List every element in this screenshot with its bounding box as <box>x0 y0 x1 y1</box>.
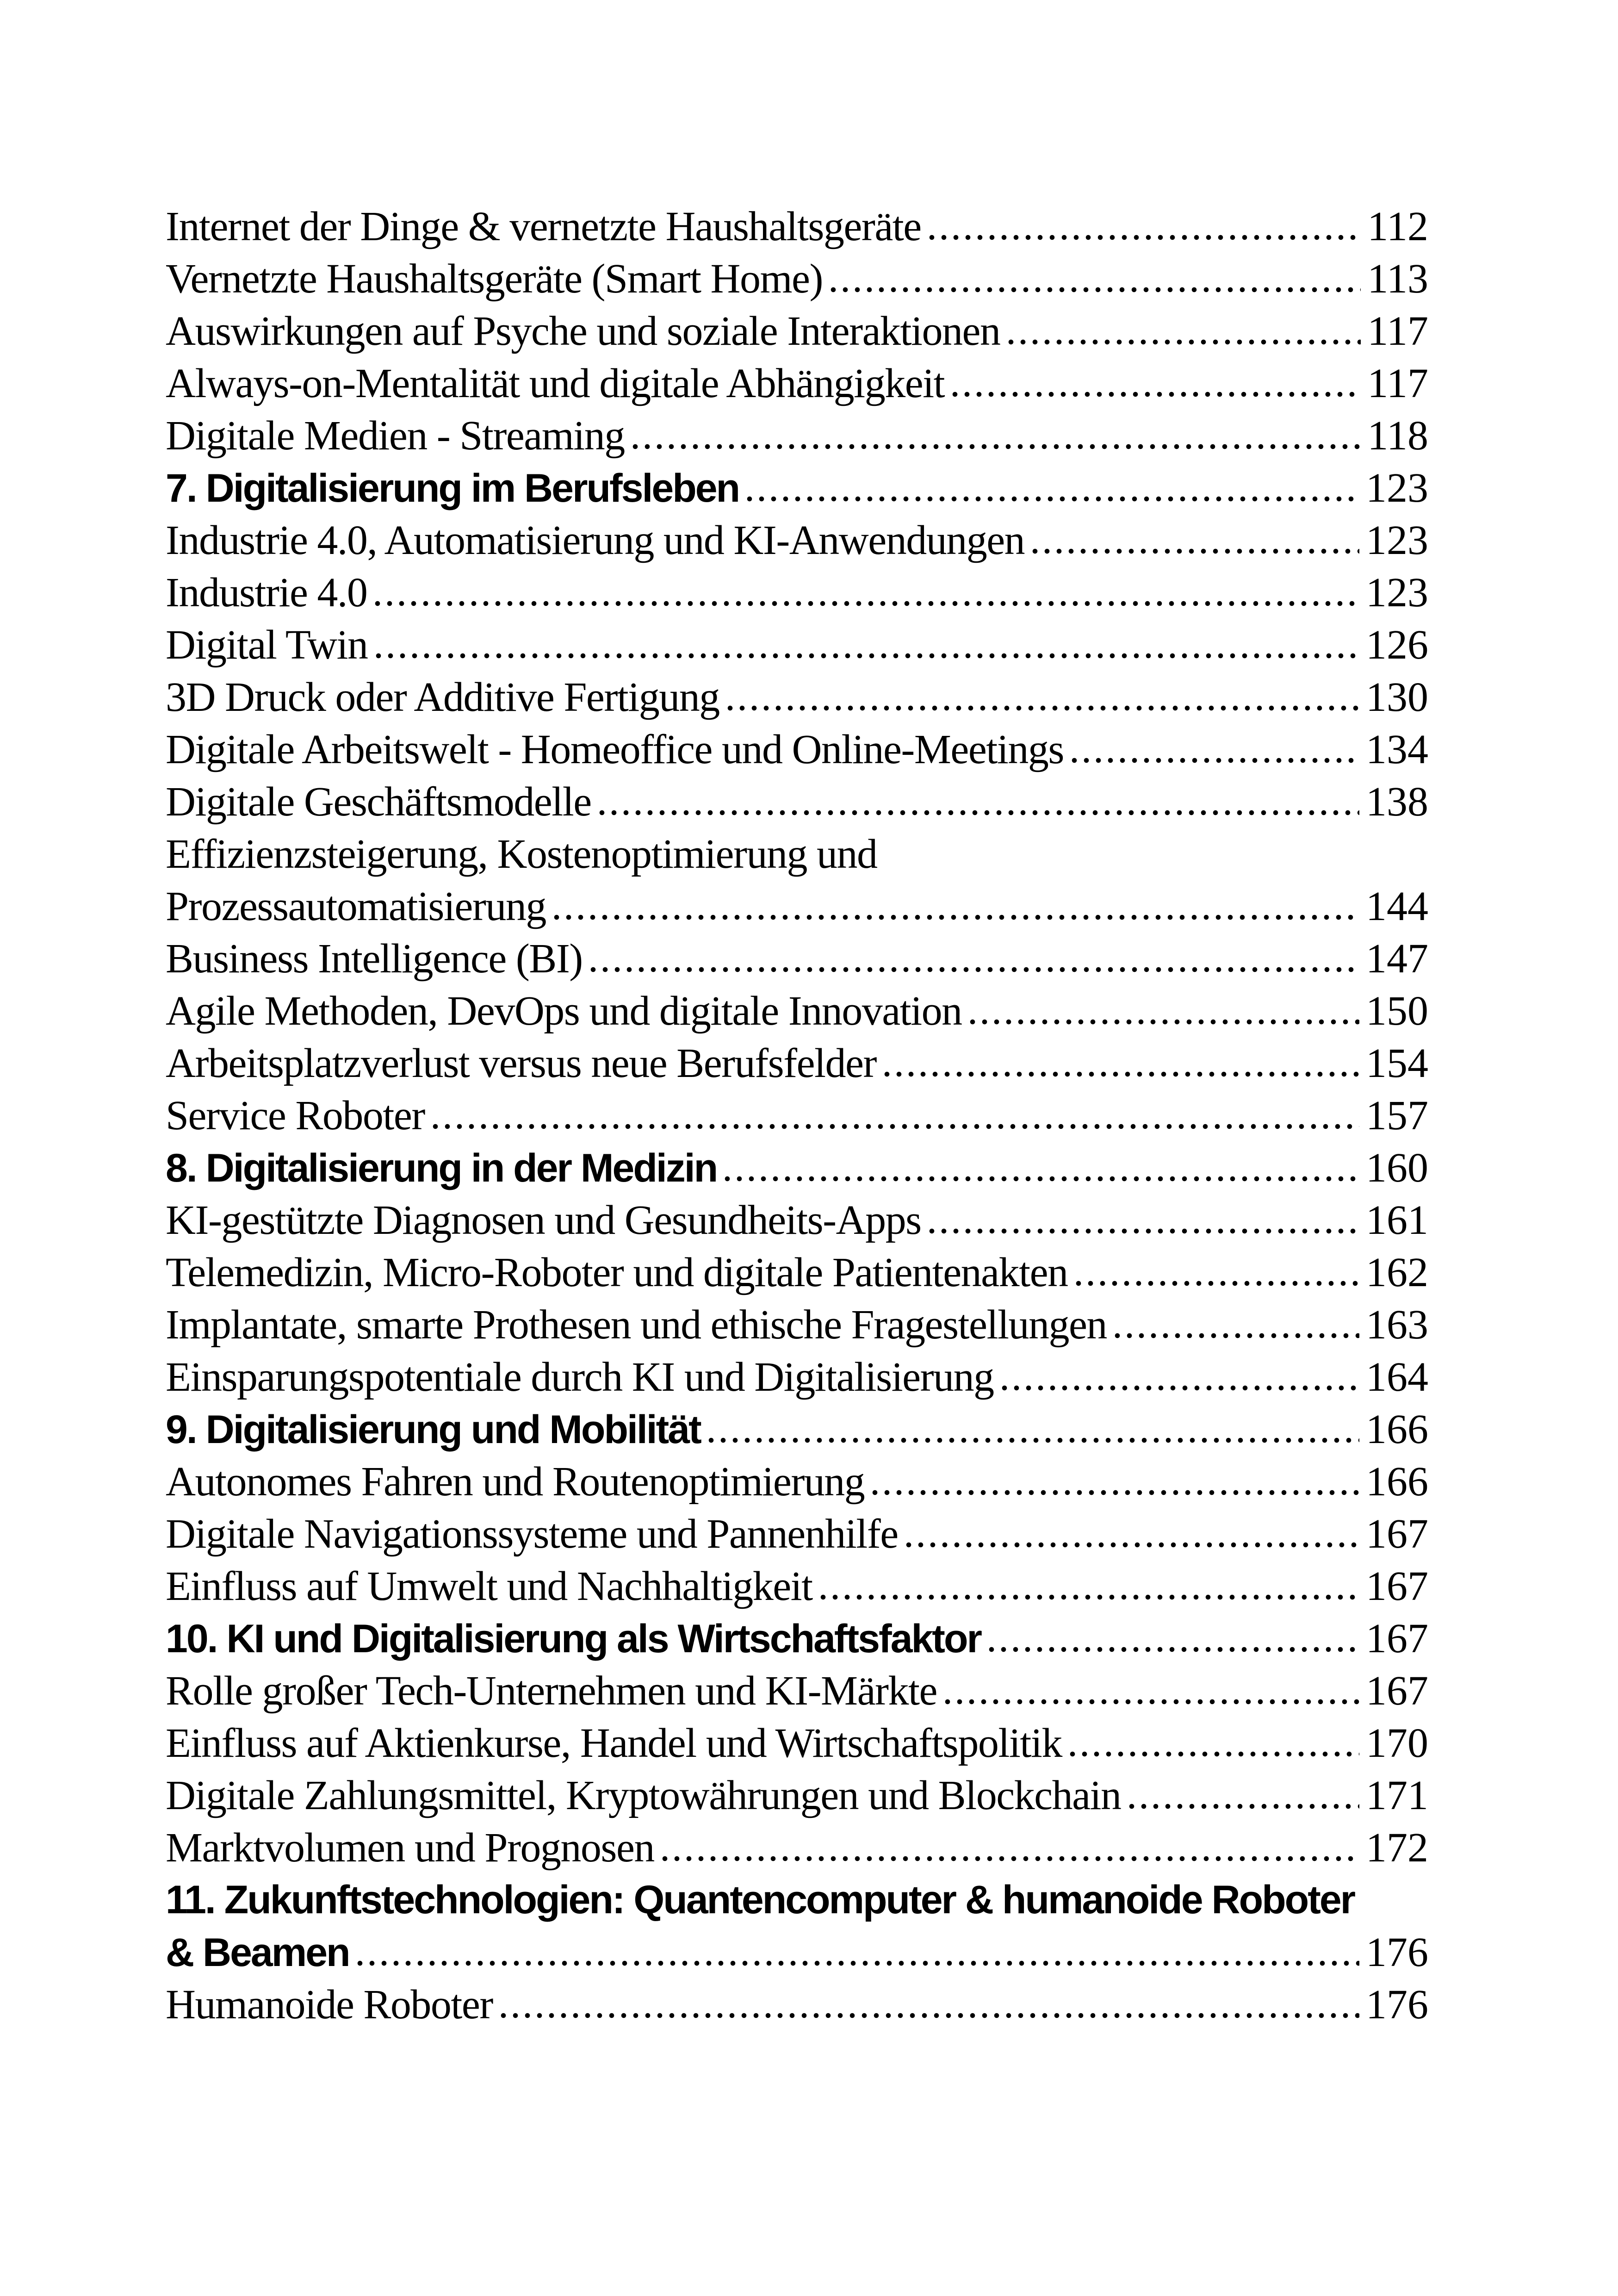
toc-entry-page-number: 167 <box>1366 1616 1428 1661</box>
dot-leader <box>587 967 1359 972</box>
toc-entry-page-number: 134 <box>1366 727 1428 772</box>
dot-leader <box>551 915 1359 920</box>
dot-leader <box>705 1437 1359 1443</box>
toc-entry-title: 7. Digitalisierung im Berufsleben <box>166 466 739 510</box>
toc-entry <box>166 1037 1428 1089</box>
toc-entry-title: Arbeitsplatzverlust versus neue Berufsfelder <box>166 1040 876 1086</box>
dot-leader <box>372 653 1359 659</box>
dot-leader <box>721 1176 1359 1182</box>
toc-entry-page-number: 176 <box>1366 1982 1428 2028</box>
toc-entry <box>166 566 1428 619</box>
toc-entry-title: Digitale Arbeitswelt - Homeoffice und Online-Meetings <box>166 727 1064 772</box>
dot-leader <box>659 1856 1359 1861</box>
toc-entry <box>166 1089 1428 1142</box>
dot-leader <box>881 1071 1359 1077</box>
toc-entry <box>166 1456 1428 1508</box>
toc-entry-page-number: 123 <box>1366 517 1428 563</box>
toc-entry <box>166 1769 1428 1822</box>
toc-entry <box>166 985 1428 1037</box>
toc-entry <box>166 1612 1428 1665</box>
toc-entry-title: Digitale Medien - Streaming <box>166 413 625 459</box>
dot-leader <box>1029 548 1359 554</box>
toc-entry-page-number: 117 <box>1367 308 1428 354</box>
toc-entry-title: 8. Digitalisierung in der Medizin <box>166 1146 717 1190</box>
dot-leader <box>372 601 1359 606</box>
toc-entry <box>166 933 1428 985</box>
toc-entry-page-number: 113 <box>1367 256 1428 302</box>
toc-entry-page-number: 126 <box>1366 622 1428 668</box>
toc-entry-title: Humanoide Roboter <box>166 1982 493 2028</box>
toc-entry-title: KI-gestützte Diagnosen und Gesundheits-Apps <box>166 1197 921 1243</box>
toc-entry <box>166 619 1428 671</box>
toc-entry-title: Digitale Geschäftsmodelle <box>166 779 591 825</box>
toc-entry-title: Vernetzte Haushaltsgeräte (Smart Home) <box>166 256 823 302</box>
dot-leader <box>817 1594 1359 1600</box>
toc-entry <box>166 1246 1428 1299</box>
dot-leader <box>354 1960 1359 1966</box>
toc-entry-page-number: 138 <box>1366 779 1428 825</box>
toc-entry-title: 9. Digitalisierung und Mobilität <box>166 1407 701 1452</box>
toc-entry-page-number: 154 <box>1366 1040 1428 1086</box>
toc-entry <box>166 1560 1428 1612</box>
toc-entry-page-number: 161 <box>1366 1197 1428 1243</box>
toc-entry-title: 3D Druck oder Additive Fertigung <box>166 674 719 720</box>
toc-entry-page-number: 123 <box>1366 465 1428 511</box>
toc-entry-page-number: 157 <box>1366 1093 1428 1139</box>
toc-entry-title: 11. Zukunftstechnologien: Quantencomputer & humanoide Roboter <box>166 1878 1355 1922</box>
toc-entry <box>166 1926 1428 1979</box>
toc-entry <box>166 828 1428 880</box>
dot-leader <box>827 287 1361 292</box>
toc-entry-page-number: 123 <box>1366 570 1428 616</box>
dot-leader <box>986 1647 1359 1652</box>
dot-leader <box>1005 339 1361 345</box>
toc-entry-page-number: 162 <box>1366 1250 1428 1295</box>
toc-entry <box>166 357 1428 410</box>
toc-entry-page-number: 112 <box>1367 204 1428 249</box>
dot-leader <box>967 1019 1359 1025</box>
toc-entry <box>166 200 1428 253</box>
dot-leader <box>1126 1804 1359 1809</box>
toc-entry-title: Auswirkungen auf Psyche und soziale Interaktionen <box>166 308 1000 354</box>
toc-entry-title: Einfluss auf Umwelt und Nachhaltigkeit <box>166 1563 812 1609</box>
dot-leader <box>497 2013 1359 2018</box>
toc-entry-title: Einsparungspotentiale durch KI und Digitalisierung <box>166 1354 994 1400</box>
toc-entry-title: & Beamen <box>166 1930 349 1975</box>
dot-leader <box>629 444 1361 449</box>
toc-entry <box>166 1194 1428 1246</box>
toc-entry-title: Industrie 4.0 <box>166 570 367 616</box>
toc-entry-title: Rolle großer Tech-Unternehmen und KI-Märkte <box>166 1668 937 1714</box>
toc-entry <box>166 462 1428 514</box>
toc-entry-title: Always-on-Mentalität und digitale Abhängigkeit <box>166 361 945 406</box>
toc-entry-title: Einfluss auf Aktienkurse, Handel und Wirtschaftspolitik <box>166 1720 1062 1766</box>
dot-leader <box>596 810 1359 815</box>
dot-leader <box>926 235 1361 240</box>
toc-entry-page-number: 167 <box>1366 1668 1428 1714</box>
toc-entry <box>166 1665 1428 1717</box>
toc-entry-title: Internet der Dinge & vernetzte Haushaltsgeräte <box>166 204 921 249</box>
toc-entry-title: Industrie 4.0, Automatisierung und KI-Anwendungen <box>166 517 1025 563</box>
dot-leader <box>903 1542 1359 1548</box>
toc-entry <box>166 1717 1428 1769</box>
toc-entry-page-number: 117 <box>1367 361 1428 406</box>
toc-entry-page-number: 163 <box>1366 1302 1428 1348</box>
toc-entry-page-number: 172 <box>1366 1825 1428 1871</box>
dot-leader <box>1068 758 1359 763</box>
toc-entry-title: Digitale Zahlungsmittel, Kryptowährungen und Blockchain <box>166 1773 1121 1818</box>
toc-entry-page-number: 166 <box>1366 1459 1428 1505</box>
dot-leader <box>1111 1333 1359 1338</box>
toc-entry-page-number: 144 <box>1366 884 1428 929</box>
toc-entry-page-number: 130 <box>1366 674 1428 720</box>
dot-leader <box>998 1385 1359 1391</box>
toc-list <box>166 200 1428 2031</box>
dot-leader <box>949 392 1361 397</box>
toc-entry-page-number: 118 <box>1367 413 1428 459</box>
toc-entry-page-number: 147 <box>1366 936 1428 982</box>
toc-entry-title: Effizienzsteigerung, Kostenoptimierung und <box>166 831 877 877</box>
toc-entry-page-number: 150 <box>1366 988 1428 1034</box>
dot-leader <box>1066 1751 1359 1757</box>
toc-entry <box>166 1508 1428 1560</box>
dot-leader <box>429 1124 1359 1129</box>
toc-entry-page-number: 171 <box>1366 1773 1428 1818</box>
toc-entry-title: 10. KI und Digitalisierung als Wirtschaftsfaktor <box>166 1617 981 1661</box>
dot-leader <box>1072 1281 1359 1286</box>
toc-entry-page-number: 164 <box>1366 1354 1428 1400</box>
toc-entry-title: Service Roboter <box>166 1093 425 1139</box>
toc-entry <box>166 410 1428 462</box>
toc-entry-title: Marktvolumen und Prognosen <box>166 1825 654 1871</box>
toc-entry-page-number: 167 <box>1366 1511 1428 1557</box>
toc-entry <box>166 514 1428 566</box>
toc-entry <box>166 723 1428 776</box>
dot-leader <box>869 1490 1359 1495</box>
toc-entry-page-number: 176 <box>1366 1929 1428 1975</box>
dot-leader <box>724 705 1359 711</box>
toc-entry <box>166 305 1428 357</box>
toc-entry-title: Agile Methoden, DevOps und digitale Innovation <box>166 988 962 1034</box>
toc-entry-title: Business Intelligence (BI) <box>166 936 583 982</box>
toc-entry <box>166 253 1428 305</box>
dot-leader <box>926 1228 1359 1234</box>
toc-entry <box>166 1299 1428 1351</box>
toc-entry <box>166 1351 1428 1403</box>
toc-entry-title: Telemedizin, Micro-Roboter und digitale Patientenakten <box>166 1250 1068 1295</box>
toc-entry <box>166 1142 1428 1194</box>
toc-entry-title: Implantate, smarte Prothesen und ethische Fragestellungen <box>166 1302 1107 1348</box>
toc-entry-page-number: 160 <box>1366 1145 1428 1191</box>
dot-leader <box>942 1699 1359 1705</box>
toc-entry-title: Autonomes Fahren und Routenoptimierung <box>166 1459 865 1505</box>
toc-entry <box>166 1822 1428 1874</box>
toc-entry-page-number: 170 <box>1366 1720 1428 1766</box>
toc-entry <box>166 1874 1428 1926</box>
toc-entry-title: Prozessautomatisierung <box>166 884 546 929</box>
toc-entry-page-number: 166 <box>1366 1406 1428 1452</box>
toc-entry <box>166 880 1428 933</box>
toc-entry <box>166 1403 1428 1456</box>
toc-entry-title: Digital Twin <box>166 622 368 668</box>
toc-entry <box>166 776 1428 828</box>
toc-entry-title: Digitale Navigationssysteme und Pannenhilfe <box>166 1511 898 1557</box>
dot-leader <box>744 496 1359 502</box>
toc-entry <box>166 671 1428 723</box>
toc-entry <box>166 1979 1428 2031</box>
toc-entry-page-number: 167 <box>1366 1563 1428 1609</box>
